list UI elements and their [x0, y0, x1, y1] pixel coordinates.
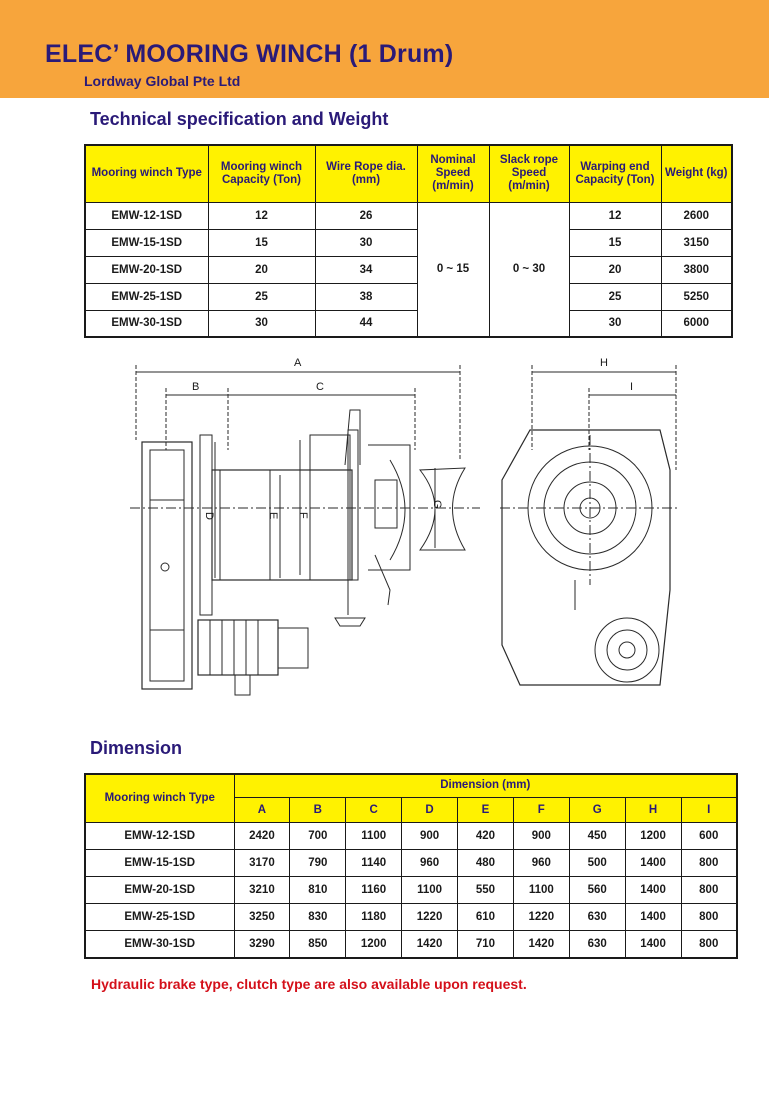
spec-cell-capacity: 20 — [208, 256, 315, 283]
spec-cell-warping: 15 — [569, 229, 661, 256]
dimension-header-type: Mooring winch Type — [85, 774, 234, 822]
dimension-cell: 1100 — [513, 877, 569, 904]
dimension-cell: 1400 — [625, 849, 681, 876]
dimension-cell: 710 — [458, 931, 514, 958]
dimension-cell-type: EMW-25-1SD — [85, 904, 234, 931]
dimension-cell: 1140 — [346, 849, 402, 876]
spec-cell-weight: 2600 — [661, 202, 732, 229]
table-row — [85, 931, 737, 958]
dimension-table — [84, 773, 738, 959]
dimension-cell: 450 — [569, 822, 625, 849]
dimension-cell: 2420 — [234, 822, 290, 849]
spec-section-title: Technical specification and Weight — [90, 109, 389, 129]
company-name: Lordway Global Pte Ltd — [84, 73, 241, 89]
dimension-cell: 1400 — [625, 877, 681, 904]
header-banner — [0, 0, 769, 98]
table-row — [85, 877, 737, 904]
spec-cell-rope: 44 — [315, 310, 417, 337]
spec-cell-capacity: 25 — [208, 283, 315, 310]
dimension-cell: 1400 — [625, 904, 681, 931]
dimension-cell: 960 — [402, 849, 458, 876]
dimension-cell: 1100 — [346, 822, 402, 849]
spec-cell-capacity: 30 — [208, 310, 315, 337]
availability-note: Hydraulic brake type, clutch type are also available upon request. — [91, 976, 527, 992]
dim-label-a: A — [294, 357, 302, 369]
dimension-cell: 800 — [681, 904, 737, 931]
dimension-letter: G — [569, 797, 625, 822]
dimension-cell-type: EMW-20-1SD — [85, 877, 234, 904]
table-row — [85, 229, 732, 256]
spec-cell-capacity: 12 — [208, 202, 315, 229]
spec-cell-rope: 30 — [315, 229, 417, 256]
dimension-cell: 3250 — [234, 904, 290, 931]
dimension-letter: A — [234, 797, 290, 822]
spec-table — [84, 144, 733, 338]
spec-cell-nominal-speed: 0 ~ 15 — [417, 202, 489, 337]
dimension-section-title: Dimension — [90, 738, 183, 758]
dimension-cell: 900 — [402, 822, 458, 849]
dimension-cell: 1160 — [346, 877, 402, 904]
spec-cell-weight: 3150 — [661, 229, 732, 256]
spec-cell-type: EMW-20-1SD — [85, 256, 208, 283]
dimension-cell: 420 — [458, 822, 514, 849]
dimension-letter: C — [346, 797, 402, 822]
spec-cell-weight: 5250 — [661, 283, 732, 310]
dimension-cell: 1220 — [402, 904, 458, 931]
dimension-cell: 550 — [458, 877, 514, 904]
dimension-cell: 600 — [681, 822, 737, 849]
dimension-cell-type: EMW-15-1SD — [85, 849, 234, 876]
dimension-cell-type: EMW-30-1SD — [85, 931, 234, 958]
table-row — [85, 256, 732, 283]
dimension-cell: 1180 — [346, 904, 402, 931]
spec-cell-warping: 25 — [569, 283, 661, 310]
dimension-cell-type: EMW-12-1SD — [85, 822, 234, 849]
spec-header-nominal: Nominal Speed (m/min) — [417, 145, 489, 202]
spec-cell-warping: 30 — [569, 310, 661, 337]
dim-label-e: E — [267, 512, 279, 520]
table-row — [85, 310, 732, 337]
spec-header-weight: Weight (kg) — [661, 145, 732, 202]
spec-cell-rope: 34 — [315, 256, 417, 283]
spec-cell-capacity: 15 — [208, 229, 315, 256]
dimension-cell: 1100 — [402, 877, 458, 904]
dim-label-f: F — [297, 512, 309, 519]
page-title: ELEC’ MOORING WINCH (1 Drum) — [45, 40, 454, 68]
dimension-cell: 1200 — [346, 931, 402, 958]
dimension-cell: 1420 — [513, 931, 569, 958]
spec-header-row — [85, 145, 732, 202]
dim-label-i: I — [630, 381, 634, 393]
spec-cell-type: EMW-30-1SD — [85, 310, 208, 337]
spec-cell-type: EMW-25-1SD — [85, 283, 208, 310]
table-row — [85, 904, 737, 931]
spec-cell-rope: 38 — [315, 283, 417, 310]
dimension-cell: 790 — [290, 849, 346, 876]
spec-header-slack: Slack rope Speed (m/min) — [489, 145, 569, 202]
dim-label-b: B — [192, 381, 200, 393]
dimension-letter: D — [402, 797, 458, 822]
spec-cell-slack-speed: 0 ~ 30 — [489, 202, 569, 337]
spec-cell-warping: 12 — [569, 202, 661, 229]
dimension-cell: 800 — [681, 877, 737, 904]
spec-header-warping: Warping end Capacity (Ton) — [569, 145, 661, 202]
table-row — [85, 849, 737, 876]
spec-header-capacity: Mooring winch Capacity (Ton) — [208, 145, 315, 202]
dimension-cell: 500 — [569, 849, 625, 876]
dimension-cell: 630 — [569, 931, 625, 958]
dimension-letter: F — [513, 797, 569, 822]
dimension-header-row — [85, 774, 737, 797]
table-row — [85, 822, 737, 849]
dimension-cell: 960 — [513, 849, 569, 876]
dimension-cell: 1200 — [625, 822, 681, 849]
dimension-letter: H — [625, 797, 681, 822]
dimension-cell: 630 — [569, 904, 625, 931]
dimension-cell: 3290 — [234, 931, 290, 958]
dimension-letter: E — [458, 797, 514, 822]
table-row — [85, 202, 732, 229]
dim-label-g: G — [431, 500, 443, 509]
dimension-cell: 800 — [681, 849, 737, 876]
dimension-cell: 3210 — [234, 877, 290, 904]
spec-cell-rope: 26 — [315, 202, 417, 229]
dimension-cell: 810 — [290, 877, 346, 904]
spec-cell-weight: 6000 — [661, 310, 732, 337]
dimension-cell: 1220 — [513, 904, 569, 931]
dimension-cell: 3170 — [234, 849, 290, 876]
dimension-letter: B — [290, 797, 346, 822]
spec-cell-warping: 20 — [569, 256, 661, 283]
spec-cell-type: EMW-15-1SD — [85, 229, 208, 256]
dimension-cell: 610 — [458, 904, 514, 931]
dimension-cell: 1420 — [402, 931, 458, 958]
dim-label-h: H — [600, 357, 608, 369]
spec-cell-type: EMW-12-1SD — [85, 202, 208, 229]
dimension-cell: 560 — [569, 877, 625, 904]
winch-technical-drawing — [120, 350, 690, 715]
dimension-header-group: Dimension (mm) — [234, 774, 737, 797]
dim-label-d: D — [203, 512, 215, 520]
table-row — [85, 283, 732, 310]
dimension-cell: 900 — [513, 822, 569, 849]
dimension-cell: 700 — [290, 822, 346, 849]
dimension-letter: I — [681, 797, 737, 822]
spec-header-rope: Wire Rope dia. (mm) — [315, 145, 417, 202]
dimension-cell: 480 — [458, 849, 514, 876]
dim-label-c: C — [316, 381, 324, 393]
dimension-cell: 830 — [290, 904, 346, 931]
dimension-cell: 850 — [290, 931, 346, 958]
dimension-cell: 800 — [681, 931, 737, 958]
spec-cell-weight: 3800 — [661, 256, 732, 283]
dimension-cell: 1400 — [625, 931, 681, 958]
spec-header-type: Mooring winch Type — [85, 145, 208, 202]
